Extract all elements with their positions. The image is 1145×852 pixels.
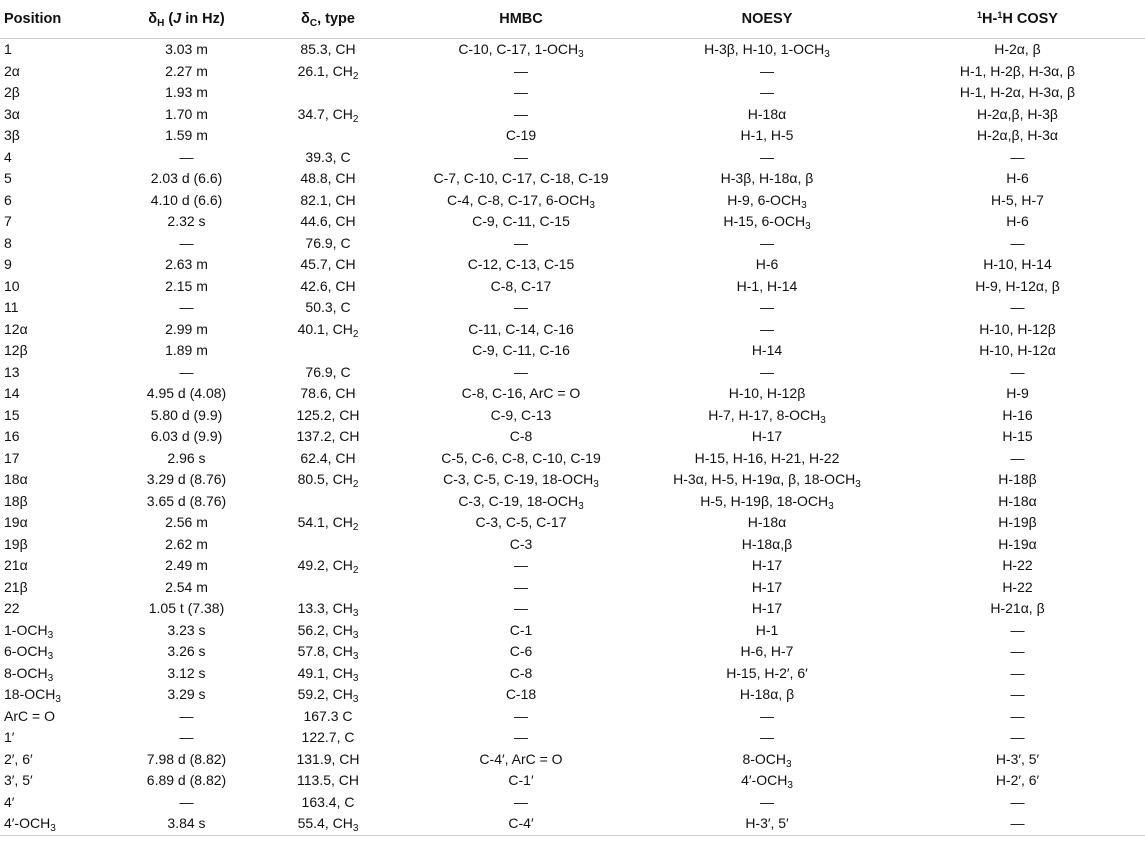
cell-delta-c-type: 44.6, CH [300,213,356,229]
cell-position: 11 [4,299,19,315]
cell-cosy: H-22 [1002,557,1033,573]
cell-cosy: — [1010,299,1025,315]
cell-delta-h: 6.03 d (9.9) [150,428,223,444]
cell-cosy: H-2α,β, H-3β [977,105,1058,122]
cell-cosy: H-2α,β, H-3α [976,127,1059,143]
cell-hmbc: C-19 [505,127,537,143]
cell-noesy: H-18α,β [741,535,793,552]
cell-noesy: H-18α [747,105,787,122]
cell-delta-h: 2.27 m [165,62,208,79]
cell-cosy: H-9, H-12α, β [975,277,1060,294]
cell-hmbc: — [514,578,528,595]
cell-hmbc: C-3, C-19, $18-OCH_3$ [458,492,584,512]
cell-position: 19α [4,514,28,530]
cell-noesy: H-3′, 5′ [644,813,890,835]
table-row [0,383,1145,405]
cell-cosy: — [1010,234,1025,251]
cell-delta-h: 2.49 m [165,557,208,573]
column-header-position: Position [0,0,115,39]
cell-hmbc: C-4′ [398,813,644,835]
cell-hmbc: C-4, C-8, C-17, $6-OCH_3$ [447,191,595,211]
column-header-delta-h: $\delta_H$ (J in Hz) [115,0,258,39]
cell-cosy: H-18β [998,471,1037,487]
cell-hmbc: — [514,105,528,122]
cell-delta-h: 4.10 d (6.6) [150,191,223,208]
cell-noesy: H-1, H-14 [736,277,798,294]
cell-position: 19β [4,535,28,552]
cell-hmbc: C-10, C-17, $1-OCH_3$ [458,41,584,60]
cell-position: $6-OCH_3$ [4,643,54,662]
cell-cosy: H-19β [998,514,1037,530]
table-row [0,254,1145,276]
cell-position: 1′ [4,729,15,745]
cell-delta-c-type [258,125,398,147]
cell-delta-h: — [179,234,194,251]
cell-hmbc: C-7, C-10, C-17, C-18, C-19 [433,170,609,186]
table-row [0,39,1145,61]
cell-hmbc: C-3 [509,535,533,552]
cell-delta-c-type: 56.2, $CH_3$ [297,621,359,641]
cell-cosy: — [1010,729,1025,745]
cell-delta-c-type: 163.4, C [301,793,355,810]
cell-hmbc: C-3, C-5, C-17 [475,514,567,530]
table-row [0,469,1145,491]
cell-position: 8 [4,234,12,251]
cell-cosy: H-18α [998,492,1037,509]
cell-delta-h: 2.54 m [165,578,208,595]
cell-delta-h: 3.23 s [167,621,206,638]
cell-cosy: H-10, H-14 [983,256,1052,272]
cell-position: 7 [4,213,12,229]
cell-cosy: — [1010,363,1025,380]
column-header-noesy: NOESY [644,0,890,39]
cell-delta-h: 3.29 s [167,686,206,702]
cell-delta-h: 1.59 m [165,127,208,143]
cell-noesy: H-18α [747,514,787,530]
cell-position: 2α [4,62,20,79]
cell-position: 21β [4,578,28,595]
cell-delta-c-type: 113.5, CH [297,772,359,788]
table-row [0,104,1145,126]
cell-delta-h: 2.62 m [165,535,208,552]
cell-delta-c-type: 80.5, $CH_2$ [297,471,359,490]
cell-delta-h: — [179,299,194,315]
table-row [0,684,1145,706]
cell-hmbc: C-18 [505,686,537,702]
cell-noesy: $4'-OCH_3$ [741,772,793,791]
cell-delta-c-type: 26.1, $CH_2$ [297,62,359,82]
cell-hmbc: — [514,62,528,79]
cell-cosy: — [1010,621,1025,638]
table-row [0,61,1145,83]
cell-delta-c-type: 76.9, C [305,234,351,251]
cell-hmbc: — [514,600,528,616]
cell-delta-c-type: 50.3, C [305,299,351,315]
cell-delta-c-type: 122.7, C [301,729,355,745]
table-row [0,727,1145,749]
cell-delta-c-type: 48.8, CH [300,170,356,186]
cell-delta-c-type: 78.6, CH [300,385,356,401]
cell-cosy: — [1010,664,1025,681]
table-row [0,641,1145,663]
cell-cosy: H-9 [1006,385,1029,401]
cell-delta-h: — [179,707,194,724]
cell-noesy: H-1, H-5 [740,127,794,143]
cell-delta-h: — [179,148,194,165]
table-row [0,426,1145,448]
cell-hmbc: C-8, C-17 [490,277,552,294]
cell-cosy: — [1010,686,1025,702]
cell-position: 3β [4,127,20,143]
cell-hmbc: C-12, C-13, C-15 [467,256,575,272]
cell-cosy: — [890,813,1145,835]
cell-delta-h: 4.95 d (4.08) [146,385,227,401]
cell-cosy: H-15 [1002,428,1033,444]
table-row [0,362,1145,384]
cell-delta-h: 2.56 m [165,514,208,530]
cell-hmbc: — [514,363,528,380]
cell-noesy: H-1 [755,621,779,638]
cell-delta-h: — [179,729,194,745]
cell-cosy: — [1010,643,1025,659]
table-row [0,706,1145,728]
cell-delta-h: 3.29 d (8.76) [146,471,227,487]
cell-delta-h: 1.89 m [165,342,208,358]
cell-hmbc: — [514,84,528,100]
cell-noesy: — [760,148,774,165]
cell-delta-c-type: 13.3, $CH_3$ [297,600,359,619]
column-header-delta-c-type: $\delta_C$, type [258,0,398,39]
cell-cosy: H-21α, β [990,600,1045,616]
cell-position: 17 [4,449,20,466]
table-row [0,749,1145,771]
cell-delta-c-type [258,534,398,556]
cell-cosy: H-10, H-12α [979,342,1056,358]
table-row [0,555,1145,577]
cell-noesy: H-3β, H-18α, β [720,170,814,186]
cell-hmbc: C-11, C-14, C-16 [468,320,574,337]
cell-noesy: — [760,234,774,251]
cell-noesy: H-17 [751,557,783,573]
cell-noesy: H-15, H-2′, 6′ [726,664,808,681]
cell-delta-c-type: 42.6, CH [300,277,356,294]
cell-noesy: — [760,707,774,724]
cell-position: $4'-OCH_3$ [0,813,115,835]
cell-position: 3′, 5′ [4,772,33,788]
cell-hmbc: — [514,729,528,745]
cell-delta-h: — [179,363,194,380]
cell-noesy: — [760,62,774,79]
cell-cosy: H-1, H-2α, H-3α, β [959,84,1076,100]
cell-hmbc: C-9, C-13 [490,406,552,423]
cell-cosy: H-22 [1002,578,1033,595]
cell-noesy: — [760,299,774,315]
cell-cosy: — [1010,148,1025,165]
cell-delta-h: 3.03 m [165,41,208,57]
cell-cosy: H-6 [1006,170,1029,186]
cell-cosy: — [1010,707,1025,724]
table-row [0,190,1145,212]
cell-position: 12β [4,342,28,358]
cell-cosy: H-10, H-12β [979,320,1056,337]
cell-delta-h: 3.12 s [167,664,206,681]
cell-position: 10 [4,277,20,294]
cell-delta-h: 3.26 s [167,643,206,659]
cell-noesy: H-18α, β [739,686,795,702]
cell-delta-h: 2.99 m [165,320,208,337]
cell-position: ArC = O [4,707,55,724]
table-row [0,491,1145,513]
cell-noesy: $8-OCH_3$ [742,750,792,770]
cell-position: 6 [4,191,12,208]
cell-hmbc: — [514,299,528,315]
cell-delta-c-type: 34.7, $CH_2$ [297,105,359,125]
column-header-cosy: $^1$H-$^1$H COSY [890,0,1145,39]
cell-cosy: H-3′, 5′ [995,750,1040,767]
cell-hmbc: C-4′, ArC = O [479,750,563,767]
cell-hmbc: — [514,557,528,573]
cell-noesy: — [760,793,774,810]
cell-delta-h: 2.03 d (6.6) [150,170,223,186]
cell-position: 5 [4,170,12,186]
cell-delta-c-type: 40.1, $CH_2$ [297,320,359,340]
cell-delta-c-type [258,577,398,599]
table-row [0,276,1145,298]
cell-delta-c-type: 137.2, CH [296,428,360,444]
cell-cosy: H-1, H-2β, H-3α, β [959,62,1076,79]
table-row [0,598,1145,620]
cell-position: 18α [4,471,28,487]
table-row [0,125,1145,147]
cell-delta-c-type [258,82,398,104]
cell-position: 21α [4,557,28,573]
cell-delta-c-type: 54.1, $CH_2$ [297,514,359,533]
cell-delta-c-type: 55.4, $CH_3$ [258,813,398,835]
cell-hmbc: C-6 [509,643,533,659]
table-row [0,620,1145,642]
cell-cosy: H-6 [1006,213,1029,229]
cell-delta-c-type: 85.3, CH [300,41,356,57]
table-row [0,577,1145,599]
cell-position: 1 [4,41,12,57]
table-row [0,147,1145,169]
cell-delta-c-type: 39.3, C [305,148,351,165]
table-row [0,770,1145,792]
cell-noesy: H-17 [751,600,783,616]
cell-position: 13 [4,363,20,380]
cell-cosy: H-16 [1002,406,1033,423]
cell-delta-h: 2.15 m [165,277,208,294]
cell-delta-c-type: 62.4, CH [300,449,356,466]
cell-delta-c-type: 125.2, CH [296,406,360,423]
table-row [0,534,1145,556]
cell-noesy: H-3α, H-5, H-19α, β, $18-OCH_3$ [673,471,861,490]
cell-noesy: — [760,84,774,100]
cell-hmbc: C-8, C-16, ArC = O [461,385,581,401]
cell-hmbc: C-8 [509,428,533,444]
cell-position: 12α [4,320,28,337]
cell-delta-c-type: 49.2, $CH_2$ [297,557,359,576]
cell-position: 15 [4,406,20,423]
cell-delta-c-type [258,491,398,513]
cell-noesy: H-6, H-7 [740,643,794,659]
cell-delta-c-type: 59.2, $CH_3$ [297,686,359,705]
table-row [0,448,1145,470]
cell-noesy: H-10, H-12β [728,385,806,401]
cell-noesy: — [760,729,774,745]
table-row [0,405,1145,427]
cell-hmbc: — [514,148,528,165]
table-body [0,39,1145,836]
cell-hmbc: C-5, C-6, C-8, C-10, C-19 [441,449,601,466]
cell-delta-c-type: 49.1, $CH_3$ [297,664,359,684]
cell-position: $18-OCH_3$ [4,686,61,705]
cell-position: 9 [4,256,12,272]
cell-hmbc: C-9, C-11, C-15 [472,213,570,229]
table-row [0,512,1145,534]
cell-noesy: H-15, $6-OCH_3$ [723,213,811,232]
cell-cosy: H-5, H-7 [991,191,1044,208]
cell-noesy: H-5, H-19β, $18-OCH_3$ [700,492,834,512]
cell-delta-h: 2.32 s [167,213,206,229]
table-header-row [0,0,1145,39]
cell-position: $8-OCH_3$ [4,664,54,684]
cell-position: 2′, 6′ [4,750,33,767]
cell-noesy: H-9, $6-OCH_3$ [727,191,807,211]
cell-delta-h: 2.96 s [167,449,206,466]
cell-position: 16 [4,428,20,444]
cell-cosy: — [1010,793,1025,810]
cell-noesy: — [760,363,774,380]
table-row [0,297,1145,319]
table-row [0,233,1145,255]
cell-noesy: H-17 [751,428,783,444]
cell-delta-c-type: 76.9, C [305,363,351,380]
cell-position: 22 [4,600,20,616]
cell-delta-h: — [179,793,194,810]
cell-cosy: — [1010,449,1025,466]
cell-hmbc: C-1 [509,621,533,638]
cell-position: 4 [4,148,12,165]
cell-noesy: — [760,320,774,337]
cell-position: 4′ [4,793,15,810]
cell-delta-c-type: 45.7, CH [300,256,356,272]
cell-position: 18β [4,492,28,509]
cell-delta-h: 7.98 d (8.82) [146,750,227,767]
cell-delta-c-type: 131.9, CH [296,750,360,767]
cell-position: 2β [4,84,20,100]
table-row [0,168,1145,190]
cell-hmbc: — [514,707,528,724]
cell-hmbc: C-9, C-11, C-16 [472,342,570,358]
cell-delta-h: 3.65 d (8.76) [146,492,227,509]
cell-delta-h: 6.89 d (8.82) [146,772,227,788]
cell-noesy: H-6 [755,256,779,272]
cell-delta-c-type: 82.1, CH [300,191,356,208]
cell-cosy: H-2′, 6′ [995,772,1040,788]
table-row [0,82,1145,104]
table-row [0,211,1145,233]
cell-noesy: H-15, H-16, H-21, H-22 [694,449,840,466]
cell-delta-h: 5.80 d (9.9) [150,406,223,423]
cell-noesy: H-3β, H-10, $1-OCH_3$ [704,41,830,60]
cell-hmbc: — [514,234,528,251]
cell-delta-h: 3.84 s [115,813,258,835]
table-row [0,319,1145,341]
cell-delta-c-type: 167.3 C [303,707,353,724]
cell-position: 14 [4,385,20,401]
cell-delta-h: 2.63 m [165,256,208,272]
cell-delta-h: 1.05 t (7.38) [148,600,225,616]
cell-hmbc: C-8 [509,664,533,681]
cell-delta-c-type [258,340,398,362]
cell-delta-c-type: 57.8, $CH_3$ [297,643,359,662]
cell-noesy: H-14 [751,342,783,358]
cell-position: 3α [4,105,20,122]
table-row [0,792,1145,814]
table-row [0,663,1145,685]
cell-noesy: H-17 [751,578,783,595]
cell-delta-h: 1.93 m [165,84,208,100]
cell-cosy: H-2α, β [994,41,1041,57]
cell-noesy: H-7, H-17, $8-OCH_3$ [708,406,826,426]
column-header-hmbc: HMBC [398,0,644,39]
cell-hmbc: C-3, C-5, C-19, $18-OCH_3$ [443,471,599,490]
cell-hmbc: C-1′ [508,772,534,788]
cell-cosy: H-19α [998,535,1037,552]
cell-delta-h: 1.70 m [165,105,208,122]
table-row [0,813,1145,835]
table-row [0,340,1145,362]
cell-hmbc: — [514,793,528,810]
cell-position: $1-OCH_3$ [4,621,54,641]
